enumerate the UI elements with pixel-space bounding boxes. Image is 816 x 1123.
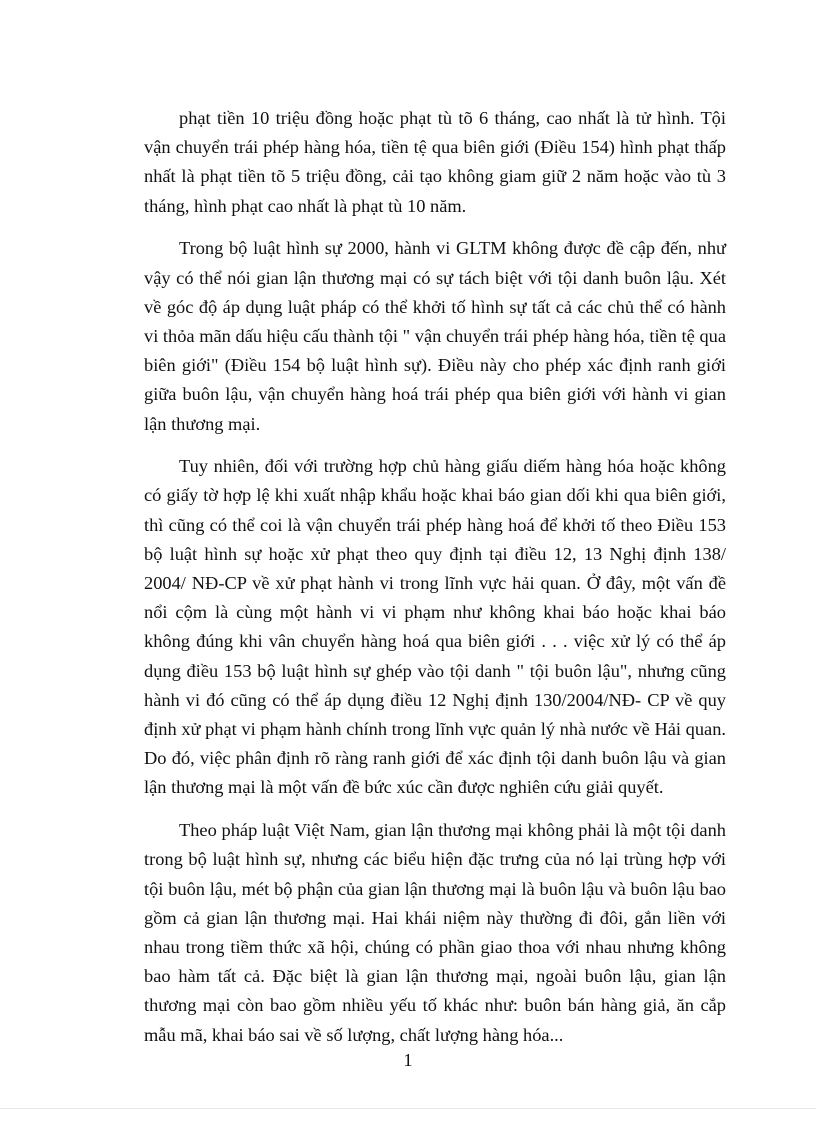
paragraph-3: Tuy nhiên, đối với trường hợp chủ hàng giấu diếm hàng hóa hoặc không có giấy tờ hợp lệ khi xuất nhập khẩu hoặc khai báo gian dối khi qua biên giới, thì cũng có thể coi là vận chuyển trái phép hàng hoá để khởi tố theo Điều 153 bộ luật hình sự hoặc xử phạt theo quy định tại điều 12, 13 Nghị định 138/ 2004/ NĐ-CP về xử phạt hành vi trong lĩnh vực hải quan. Ở đây, một vấn đề nổi cộm là cùng một hành vi vi phạm như không khai báo hoặc khai báo không đúng khi vân chuyển hàng hoá qua biên giới . . . việc xử lý có thể áp dụng điều 153 bộ luật hình sự ghép vào tội danh " tội buôn lậu", nhưng cũng hành vi đó cũng có thể áp dụng điều 12 Nghị định 130/2004/NĐ- CP về quy định xử phạt vi phạm hành chính trong lĩnh vực quản lý nhà nước về Hải quan. Do đó, việc phân định rõ ràng ranh giới để xác định tội danh buôn lậu và gian lận thương mại là một vấn đề bức xúc cần được nghiên cứu giải quyết.: [144, 456, 726, 798]
page-number: 1: [403, 1050, 413, 1070]
document-body: [144, 104, 726, 1050]
page-bottom-edge: [0, 1108, 816, 1109]
paragraph-2: Trong bộ luật hình sự 2000, hành vi GLTM không được đề cập đến, như vậy có thể nói gian lận thương mại có sự tách biệt với tội danh buôn lậu. Xét về góc độ áp dụng luật pháp có thể khởi tố hình sự tất cả các chủ thể có hành vi thỏa mãn dấu hiệu cấu thành tội " vận chuyển trái phép hàng hóa, tiền tệ qua biên giới" (Điều 154 bộ luật hình sự). Điều này cho phép xác định ranh giới giữa buôn lậu, vận chuyển hàng hoá trái phép qua biên giới với hành vi gian lận thương mại.: [144, 238, 726, 434]
paragraph-1: phạt tiền 10 triệu đồng hoặc phạt tù tõ 6 tháng, cao nhất là tử hình. Tội vận chuyển trái phép hàng hóa, tiền tệ qua biên giới (Điều 154) hình phạt thấp nhất là phạt tiền tõ 5 triệu đồng, cải tạo không giam giữ 2 năm hoặc vào tù 3 tháng, hình phạt cao nhất là phạt tù 10 năm.: [144, 108, 726, 216]
paragraph-4: Theo pháp luật Việt Nam, gian lận thương mại không phải là một tội danh trong bộ luật hình sự, nhưng các biểu hiện đặc trưng của nó lại trùng hợp với tội buôn lậu, mét bộ phận của gian lận thương mại là buôn lậu và buôn lậu bao gồm cả gian lận thương mại. Hai khái niệm này thường đi đôi, gắn liền với nhau trong tiềm thức xã hội, chúng có phần giao thoa với nhau nhưng không bao hàm tất cả. Đặc biệt là gian lận thương mại, ngoài buôn lậu, gian lận thương mại còn bao gồm nhiều yếu tố khác như: buôn bán hàng giả, ăn cắp mẫu mã, khai báo sai về số lượng, chất lượng hàng hóa...: [144, 820, 726, 1045]
